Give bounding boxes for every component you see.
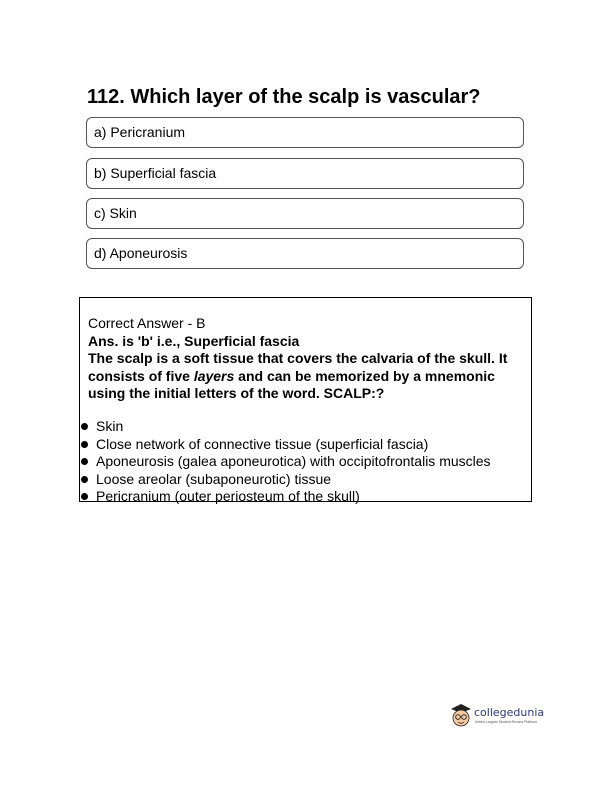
logo-wordmark: collegedunia <box>474 706 545 719</box>
list-item: Aponeurosis (galea aponeurotica) with occipitofrontalis muscles <box>83 453 491 471</box>
option-b[interactable]: b) Superficial fascia <box>86 158 524 189</box>
answer-content <box>88 315 525 504</box>
explanation-italic: layers <box>193 367 235 384</box>
answer-box <box>79 297 532 502</box>
option-a[interactable]: a) Pericranium <box>86 117 524 148</box>
correct-answer: Correct Answer - B <box>88 315 206 331</box>
explanation <box>88 350 525 403</box>
list-item: Skin <box>83 418 491 436</box>
explanation-text-1: The scalp is a soft tissue that covers the calvaria of the skull. It consists of five <box>88 350 508 384</box>
scalp-layers-list <box>83 418 491 506</box>
answer-statement: Ans. is 'b' i.e., Superficial fascia <box>88 332 300 349</box>
collegedunia-logo <box>450 703 545 733</box>
option-d[interactable]: d) Aponeurosis <box>86 238 524 269</box>
explanation-text-2: and can be memorized by a mnemonic using the initial letters of the word. SCALP:? <box>88 367 495 401</box>
logo-tagline: India's Largest Student Review Platform <box>475 720 538 724</box>
question-title: 112. Which layer of the scalp is vascular? <box>87 86 481 108</box>
graduate-face-icon <box>450 703 472 729</box>
list-item: Close network of connective tissue (superficial fascia) <box>83 436 491 454</box>
list-item: Loose areolar (subaponeurotic) tissue <box>83 471 491 489</box>
list-item: Pericranium (outer periosteum of the skull) <box>83 488 491 506</box>
option-c[interactable]: c) Skin <box>86 198 524 229</box>
